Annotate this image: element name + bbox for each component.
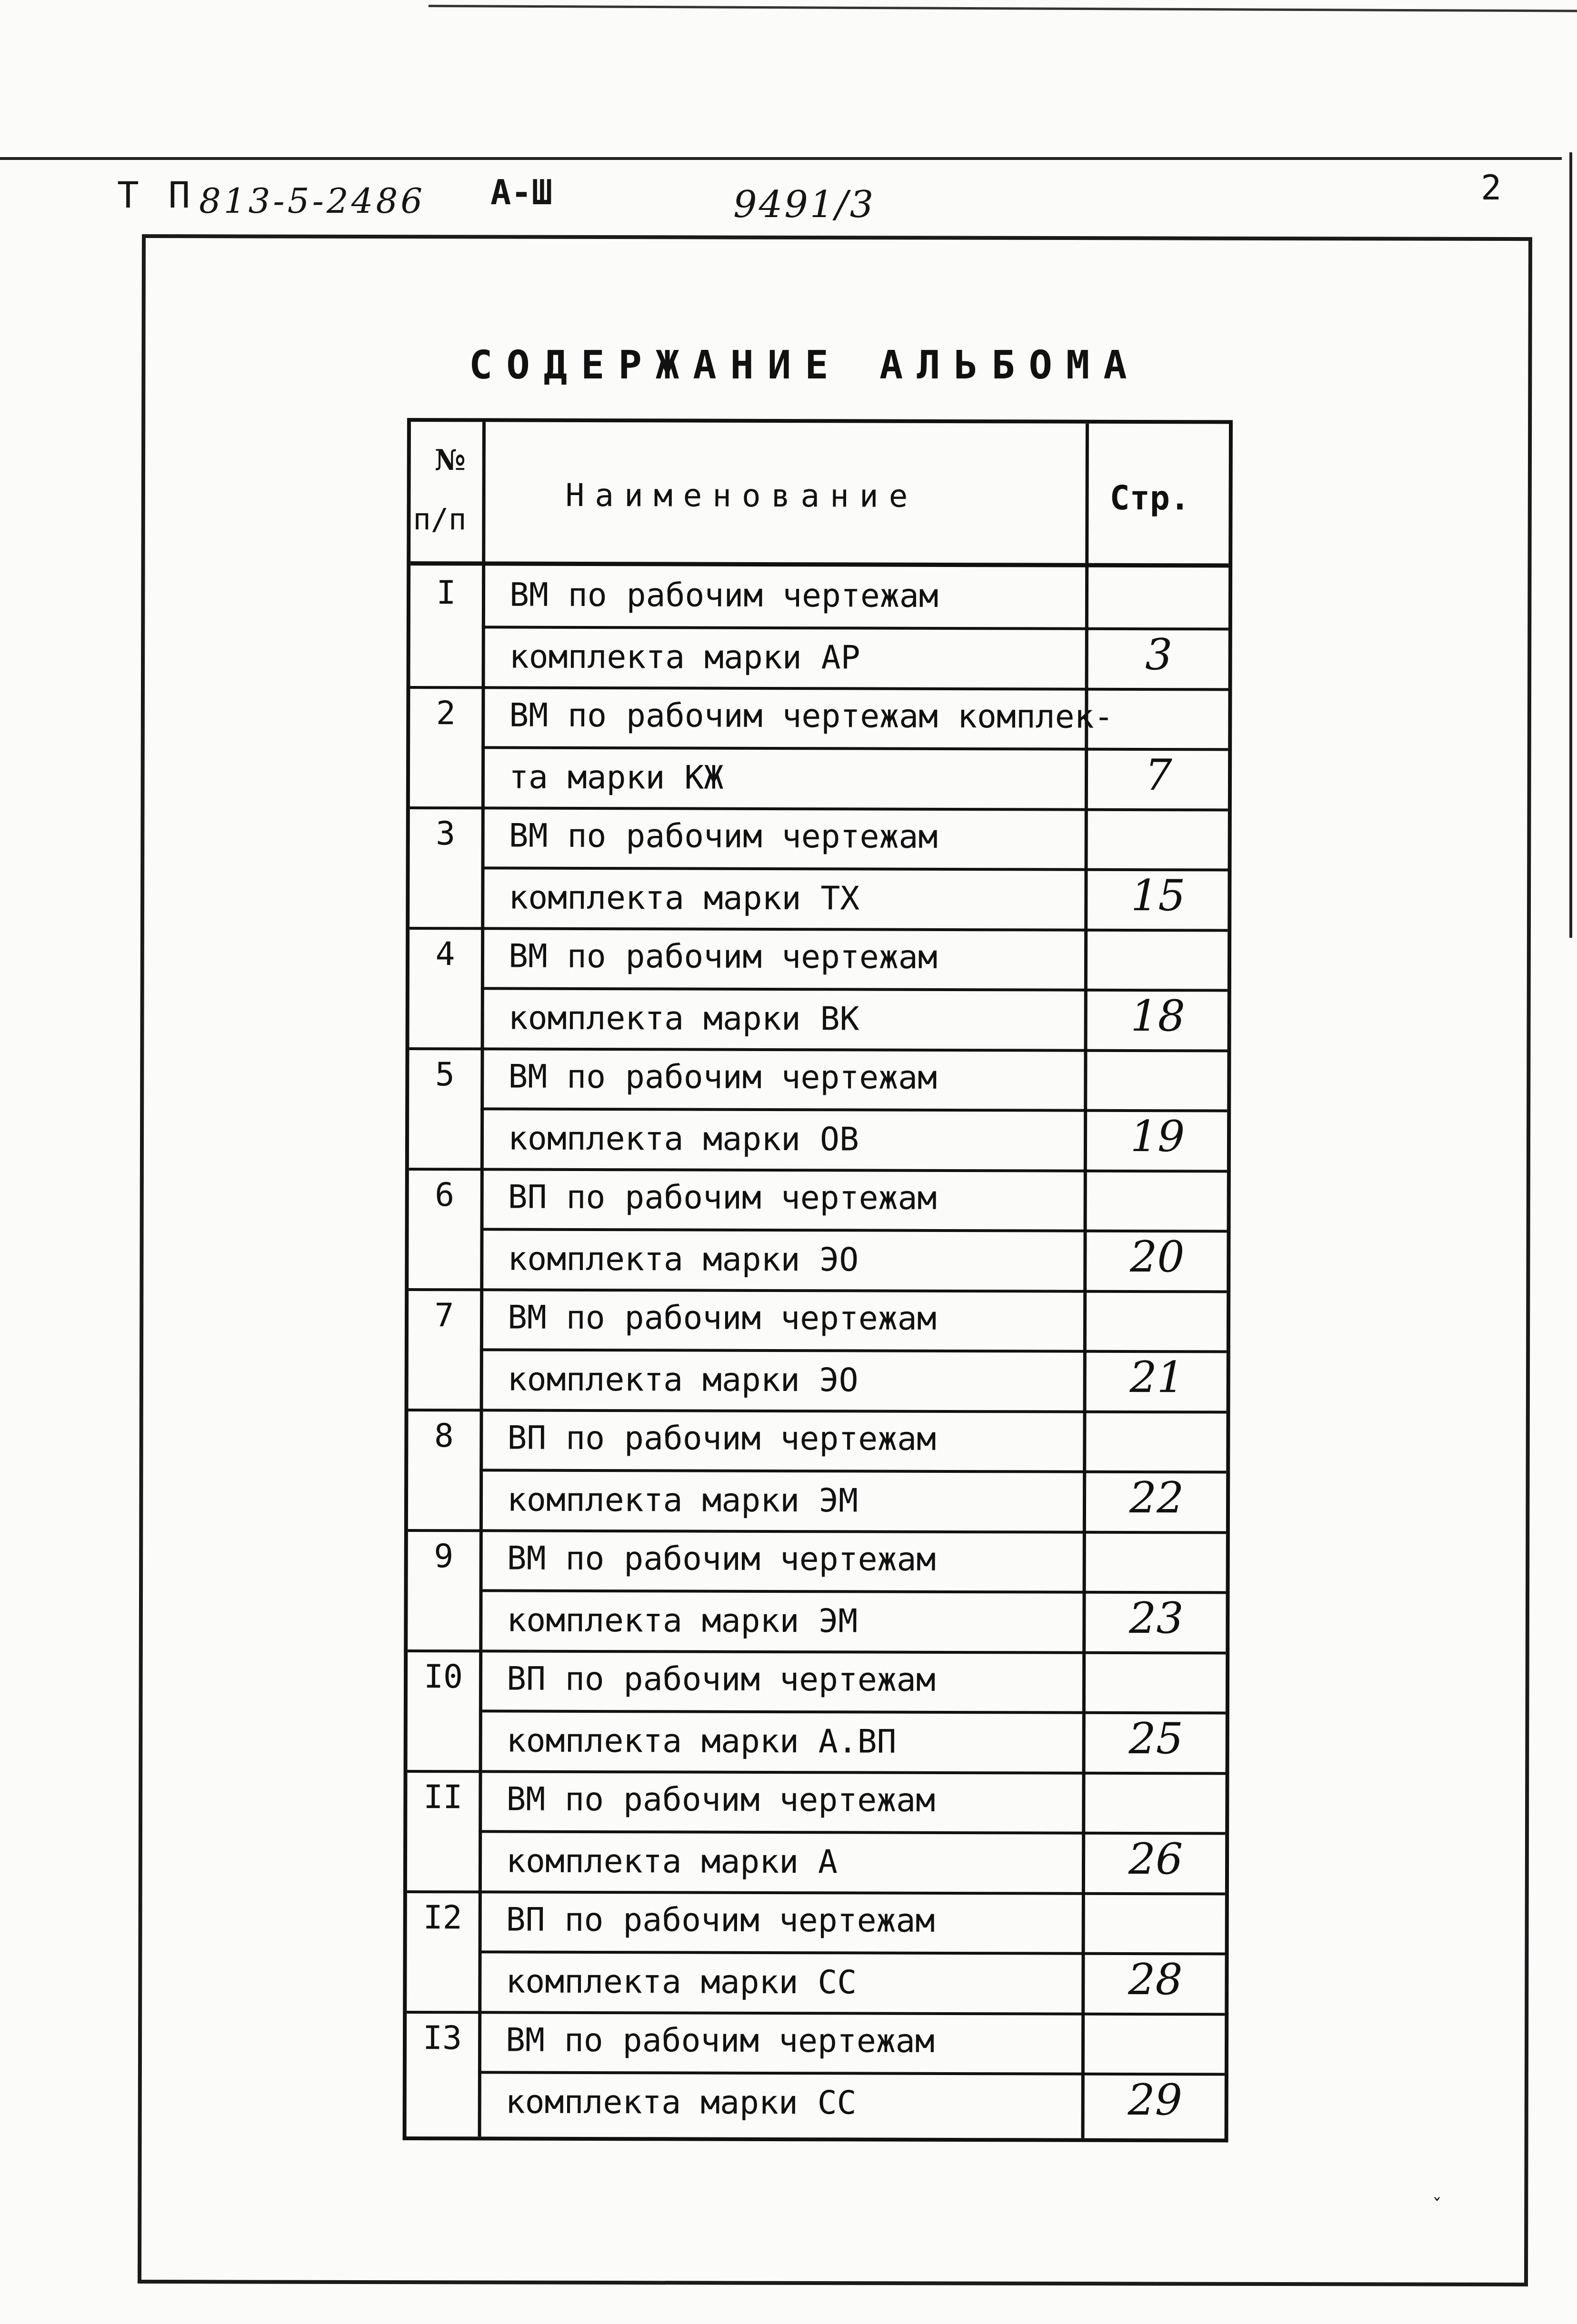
row-number: 4: [435, 935, 455, 973]
row-name-line-1: ВМ по рабочим чертежам: [507, 1299, 937, 1338]
row-name-line-2: комплекта марки СС: [506, 1963, 857, 2002]
row-number: 3: [436, 815, 456, 853]
row-name-line-2: комплекта марки ЭМ: [507, 1481, 858, 1520]
project-code-prefix: Т П: [117, 174, 194, 216]
row-inner-divider: [478, 2071, 1225, 2076]
row-inner-divider: [479, 1950, 1225, 1955]
row-inner-divider: [479, 1830, 1225, 1835]
row-inner-divider: [480, 1107, 1227, 1112]
row-divider: [408, 1770, 1226, 1775]
row-divider: [409, 1168, 1227, 1172]
inventory-number: 9491/3: [733, 183, 876, 226]
row-name-line-2: комплекта марки ЭО: [508, 1240, 859, 1279]
row-name-line-1: ВМ по рабочим чертежам: [506, 1780, 936, 1819]
row-number: I0: [424, 1658, 463, 1696]
column-header-number-sign: №: [434, 444, 466, 477]
row-divider: [410, 806, 1228, 811]
row-divider: [408, 1529, 1226, 1534]
album-mark: А-Ш: [490, 172, 553, 212]
row-page: 7: [1145, 750, 1172, 801]
sheet-top-border: [0, 157, 1562, 160]
row-page: 3: [1145, 630, 1173, 680]
table-header: [410, 422, 1229, 567]
row-name-line-2: комплекта марки ВК: [508, 999, 859, 1038]
row-page: 15: [1130, 870, 1186, 921]
row-inner-divider: [480, 1228, 1227, 1232]
row-name-line-2: комплекта марки ЭМ: [507, 1601, 858, 1640]
row-page: 28: [1128, 1954, 1183, 2005]
row-inner-divider: [481, 746, 1228, 751]
row-page: 18: [1130, 991, 1186, 1042]
row-page: 20: [1129, 1232, 1185, 1282]
row-name-line-2: та марки КЖ: [509, 758, 724, 797]
contents-table: [403, 418, 1233, 2143]
row-page: 21: [1129, 1352, 1185, 1403]
row-name-line-1: ВМ по рабочим чертежам: [508, 1058, 938, 1097]
row-name-line-1: ВМ по рабочим чертежам: [505, 2021, 935, 2060]
row-page: 22: [1129, 1472, 1184, 1523]
row-name-line-1: ВП по рабочим чертежам: [508, 1178, 937, 1217]
row-number: I2: [423, 1899, 462, 1937]
sheet-right-border: [1569, 152, 1572, 938]
row-number: 6: [435, 1176, 455, 1214]
row-name-line-2: комплекта марки СС: [505, 2083, 857, 2122]
row-divider: [407, 1890, 1225, 1895]
row-number: 8: [434, 1417, 454, 1455]
row-inner-divider: [481, 987, 1228, 992]
column-header-page: Стр.: [1109, 478, 1190, 518]
row-divider: [410, 686, 1228, 691]
row-name-line-2: комплекта марки ЭО: [507, 1361, 858, 1400]
project-code-number: 813-5-2486: [199, 181, 426, 221]
page-title: СОДЕРЖАНИЕ АЛЬБОМА: [469, 343, 1141, 388]
row-divider: [408, 1649, 1226, 1654]
row-name-line-2: комплекта марки А: [506, 1842, 838, 1881]
row-page: 25: [1128, 1713, 1184, 1764]
page-number: 2: [1481, 168, 1502, 208]
row-name-line-1: ВП по рабочим чертежам: [506, 1660, 936, 1699]
row-name-line-2: комплекта марки ОВ: [508, 1120, 859, 1159]
row-number: 7: [434, 1297, 454, 1335]
row-inner-divider: [482, 626, 1228, 630]
row-name-line-2: комплекта марки АР: [509, 638, 860, 677]
row-page: 19: [1130, 1111, 1185, 1162]
row-inner-divider: [481, 866, 1228, 871]
row-name-line-1: ВМ по рабочим чертежам: [507, 1539, 936, 1579]
row-page: 23: [1129, 1593, 1184, 1644]
row-page: 29: [1128, 2075, 1183, 2125]
row-number: 2: [436, 695, 456, 733]
row-name-line-1: ВМ по рабочим чертежам комплек-: [509, 696, 1114, 736]
row-divider: [409, 1047, 1228, 1052]
column-header-name: Наименование: [565, 477, 918, 515]
row-name-line-1: ВП по рабочим чертежам: [506, 1901, 935, 1940]
row-number: 9: [434, 1538, 454, 1576]
row-name-line-2: комплекта марки А.ВП: [506, 1722, 897, 1761]
column-header-number: п/п: [413, 502, 467, 537]
row-number: I3: [423, 2019, 462, 2057]
row-inner-divider: [479, 1469, 1226, 1473]
row-number: I: [436, 574, 456, 612]
row-name-line-1: ВП по рабочим чертежам: [507, 1419, 937, 1458]
row-inner-divider: [479, 1589, 1226, 1594]
row-name-line-1: ВМ по рабочим чертежам: [508, 937, 938, 976]
row-name-line-1: ВМ по рабочим чертежам: [509, 576, 938, 615]
row-divider: [409, 1288, 1227, 1293]
row-page: 26: [1128, 1834, 1183, 1885]
row-inner-divider: [479, 1709, 1226, 1714]
column-divider-number: [478, 422, 486, 2136]
row-divider: [409, 927, 1228, 932]
scan-speck: ˇ: [1431, 2195, 1443, 2217]
row-number: II: [423, 1778, 463, 1817]
row-divider: [409, 1409, 1227, 1413]
top-edge-rule: [429, 5, 1577, 12]
row-number: 5: [435, 1056, 455, 1094]
row-inner-divider: [480, 1348, 1227, 1353]
row-divider: [407, 2011, 1225, 2016]
row-name-line-2: комплекта марки ТХ: [509, 879, 860, 918]
row-name-line-1: ВМ по рабочим чертежам: [509, 817, 938, 856]
